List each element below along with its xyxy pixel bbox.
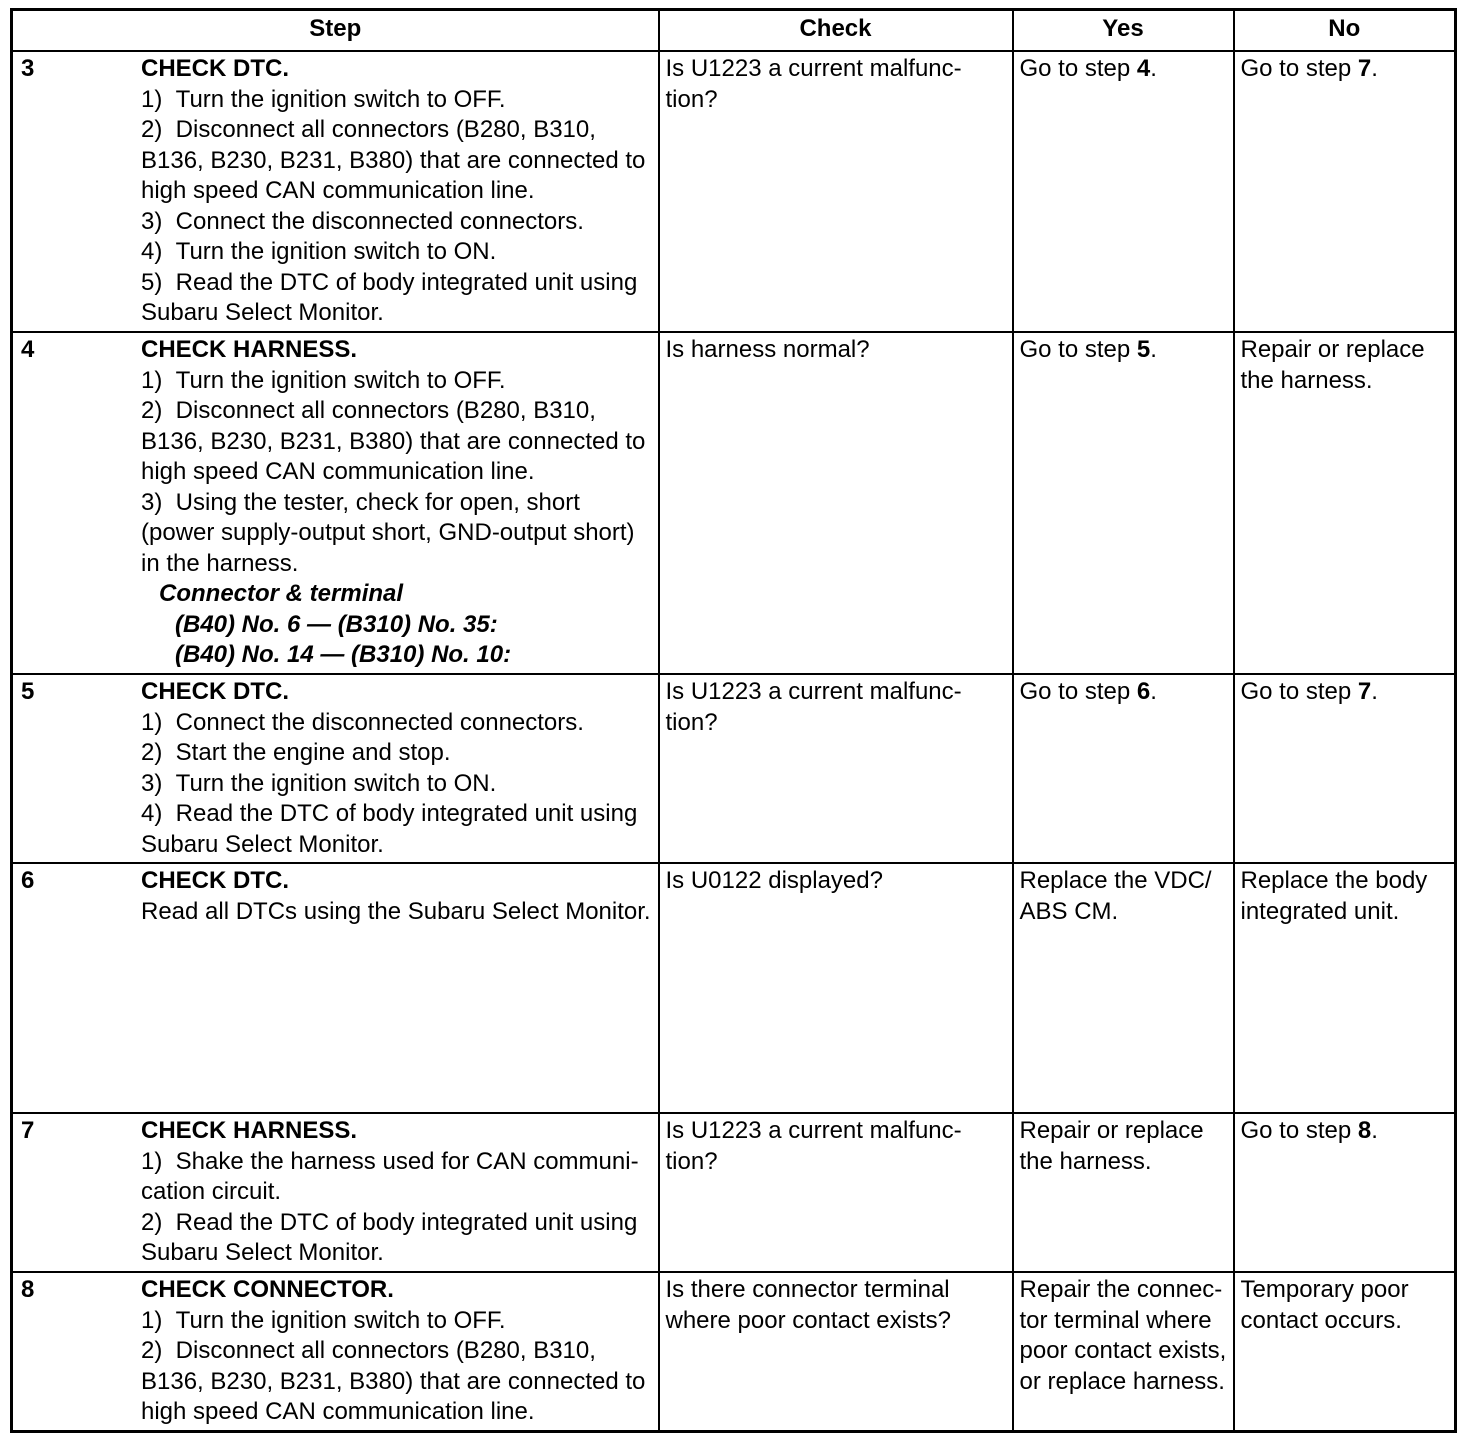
step-cell — [12, 674, 659, 863]
check-question: Is U1223 a current malfunc-tion? — [665, 1117, 962, 1175]
check-cell — [659, 674, 1013, 863]
table-row — [12, 332, 1456, 674]
step-instruction: 2) Start the engine and stop. — [141, 739, 451, 766]
table-row — [12, 51, 1456, 332]
yes-cell — [1013, 51, 1234, 332]
step-instruction: 3) Using the tester, check for open, short (power supply-output short, GND-output short) in the harness. — [141, 488, 635, 577]
step-title: CHECK DTC. — [141, 55, 289, 82]
yes-action-text: Repair the connec-tor terminal where poor contact exists, or replace harness. — [1019, 1276, 1227, 1395]
header-no: No — [1234, 10, 1456, 52]
header-yes: Yes — [1013, 10, 1234, 52]
step-instruction: 1) Shake the harness used for CAN communi-cation circuit. — [141, 1147, 639, 1205]
step-number: 8 — [21, 1276, 35, 1303]
table-header-row — [12, 10, 1456, 52]
yes-step-ref: 6 — [1136, 678, 1151, 705]
step-cell — [12, 1272, 659, 1431]
check-question: Is U1223 a current malfunc-tion? — [665, 55, 962, 113]
step-number: 4 — [21, 336, 35, 363]
no-action — [1241, 675, 1450, 708]
step-instruction: 3) Connect the disconnected connectors. — [141, 207, 584, 235]
step-cell — [12, 51, 659, 332]
step-title: CHECK DTC. — [141, 678, 289, 705]
no-cell — [1234, 1272, 1456, 1431]
check-cell — [659, 332, 1013, 674]
no-action — [1241, 1114, 1450, 1147]
step-instruction: 1) Turn the ignition switch to OFF. — [141, 1306, 506, 1334]
step-instruction: 4) Turn the ignition switch to ON. — [141, 238, 497, 265]
step-title: CHECK DTC. — [141, 867, 289, 894]
check-cell — [659, 1272, 1013, 1431]
yes-action-text: Replace the VDC/ ABS CM. — [1019, 867, 1212, 925]
diagnostic-procedure-table — [10, 8, 1457, 1433]
yes-cell — [1013, 332, 1234, 674]
connector-terminal-spec: (B40) No. 14 — (B310) No. 10: — [175, 641, 512, 668]
no-action-text: Repair or replace the harness. — [1240, 336, 1425, 394]
check-question: Is harness normal? — [665, 336, 870, 363]
no-action-text: Replace the body integrated unit. — [1240, 867, 1428, 925]
yes-cell — [1013, 674, 1234, 863]
no-action-suffix: . — [1371, 55, 1378, 82]
step-instruction: 1) Turn the ignition switch to OFF. — [141, 366, 506, 394]
yes-action-text: Repair or replace the harness. — [1019, 1117, 1204, 1175]
connector-terminal-spec: (B40) No. 6 — (B310) No. 35: — [175, 610, 498, 638]
no-action-text: Go to step — [1240, 678, 1358, 705]
header-step: Step — [12, 10, 659, 52]
step-cell — [12, 332, 659, 674]
step-number: 7 — [21, 1117, 35, 1144]
step-instruction: 2) Disconnect all connectors (B280, B310, B136, B230, B231, B380) that are connected to high speed CAN communication line. — [141, 397, 646, 485]
check-question: Is U0122 displayed? — [665, 867, 883, 894]
table-row — [12, 863, 1456, 1113]
table-row — [12, 674, 1456, 863]
no-action-suffix: . — [1371, 1117, 1378, 1144]
step-number: 3 — [21, 55, 35, 82]
no-cell — [1234, 863, 1456, 1113]
step-instruction: 5) Read the DTC of body integrated unit using Subaru Select Monitor. — [141, 268, 638, 326]
step-title: CHECK HARNESS. — [141, 1117, 358, 1144]
step-number: 5 — [21, 678, 35, 705]
step-cell — [12, 1113, 659, 1272]
no-action-text: Go to step — [1240, 1117, 1358, 1144]
no-cell — [1234, 51, 1456, 332]
check-cell — [659, 863, 1013, 1113]
yes-step-ref: 5 — [1136, 336, 1151, 363]
connector-terminal-heading: Connector & terminal — [159, 580, 404, 607]
no-action-text: Temporary poor contact occurs. — [1240, 1276, 1409, 1334]
yes-action — [1020, 333, 1228, 366]
yes-cell — [1013, 863, 1234, 1113]
yes-action-suffix: . — [1150, 678, 1157, 705]
check-question: Is there connector terminal where poor contact exists? — [665, 1276, 951, 1334]
step-title: CHECK CONNECTOR. — [141, 1276, 394, 1303]
step-cell — [12, 863, 659, 1113]
step-instruction: 4) Read the DTC of body integrated unit using Subaru Select Monitor. — [141, 800, 638, 858]
yes-step-ref: 4 — [1136, 55, 1151, 82]
step-instruction: Read all DTCs using the Subaru Select Monitor. — [141, 897, 651, 925]
yes-action-text: Go to step — [1019, 678, 1137, 705]
no-action — [1241, 52, 1450, 85]
no-cell — [1234, 674, 1456, 863]
check-cell — [659, 51, 1013, 332]
step-instruction: 2) Disconnect all connectors (B280, B310, B136, B230, B231, B380) that are connected to high speed CAN communication line. — [141, 116, 646, 204]
yes-action-text: Go to step — [1019, 55, 1137, 82]
step-instruction: 1) Turn the ignition switch to OFF. — [141, 85, 506, 113]
table-row — [12, 1113, 1456, 1272]
no-step-ref: 7 — [1357, 678, 1372, 705]
no-step-ref: 7 — [1357, 55, 1372, 82]
step-number: 6 — [21, 867, 35, 894]
yes-action-suffix: . — [1150, 55, 1157, 82]
step-instruction: 1) Connect the disconnected connectors. — [141, 708, 584, 736]
step-instruction: 2) Disconnect all connectors (B280, B310, B136, B230, B231, B380) that are connected to high speed CAN communication line. — [141, 1337, 646, 1425]
step-instruction: 2) Read the DTC of body integrated unit using Subaru Select Monitor. — [141, 1208, 638, 1266]
yes-action-text: Go to step — [1019, 336, 1137, 363]
no-cell — [1234, 1113, 1456, 1272]
yes-cell — [1013, 1113, 1234, 1272]
yes-action — [1020, 52, 1228, 85]
check-cell — [659, 1113, 1013, 1272]
no-step-ref: 8 — [1357, 1117, 1372, 1144]
no-action-suffix: . — [1371, 678, 1378, 705]
step-instruction: 3) Turn the ignition switch to ON. — [141, 769, 497, 797]
yes-action-suffix: . — [1150, 336, 1157, 363]
check-question: Is U1223 a current malfunc-tion? — [665, 678, 962, 736]
no-cell — [1234, 332, 1456, 674]
yes-action — [1020, 675, 1228, 708]
table-row — [12, 1272, 1456, 1431]
yes-cell — [1013, 1272, 1234, 1431]
no-action-text: Go to step — [1240, 55, 1358, 82]
step-title: CHECK HARNESS. — [141, 336, 358, 363]
header-check: Check — [659, 10, 1013, 52]
